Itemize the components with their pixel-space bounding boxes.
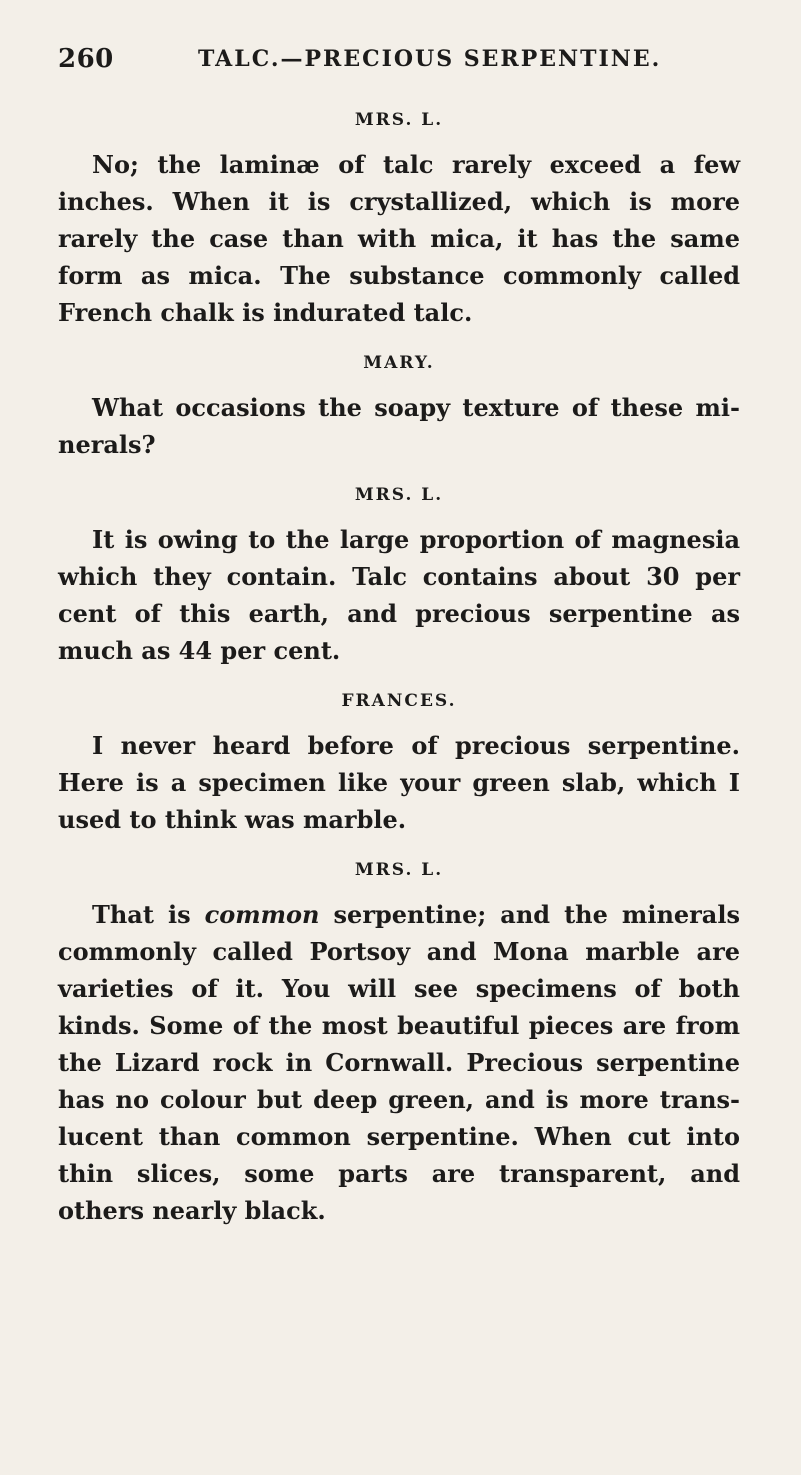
dialogue-paragraph: I never heard before of precious serpentine. Here is a specimen like your green slab, which I used to think was marble. (58, 731, 740, 834)
speaker-label: MRS. L. (354, 860, 444, 880)
speaker-label: MRS. L. (354, 110, 444, 130)
dialogue-paragraph: No; the laminæ of talc rarely exceed a few inches. When it is crystallized, which is more rarely the case than with mica, it has the same form as mica. The substance commonly called French chalk is indurated talc. (58, 150, 740, 327)
text-segment: That is (92, 900, 205, 929)
emphasized-word: common (204, 900, 320, 929)
page-header (58, 44, 748, 84)
page-number: 260 (58, 44, 114, 74)
speaker-label: MARY. (363, 353, 435, 373)
page-body (58, 110, 740, 1251)
running-head: TALC.—PRECIOUS SERPENTINE. (198, 46, 662, 72)
dialogue-paragraph (58, 896, 740, 1229)
speaker-label: MRS. L. (354, 485, 444, 505)
dialogue-paragraph: It is owing to the large proportion of magnesia which they contain. Talc contains about 30 per cent of this earth, and precious serpentine as much as 44 per cent. (58, 525, 740, 665)
text-segment: serpentine; and the minerals commonly called Portsoy and Mona marble are varieties of it. You will see specimens of both kinds. Some of the most beautiful pieces are from the Lizard rock in Cornwall. Precious serpentine has no colour but deep green, and is more translucent than common serpentine. When cut into thin slices, some parts are transparent, and others nearly black. (58, 900, 740, 1225)
speaker-label: FRANCES. (341, 691, 457, 711)
dialogue-paragraph: What occasions the soapy texture of these minerals? (58, 393, 740, 459)
